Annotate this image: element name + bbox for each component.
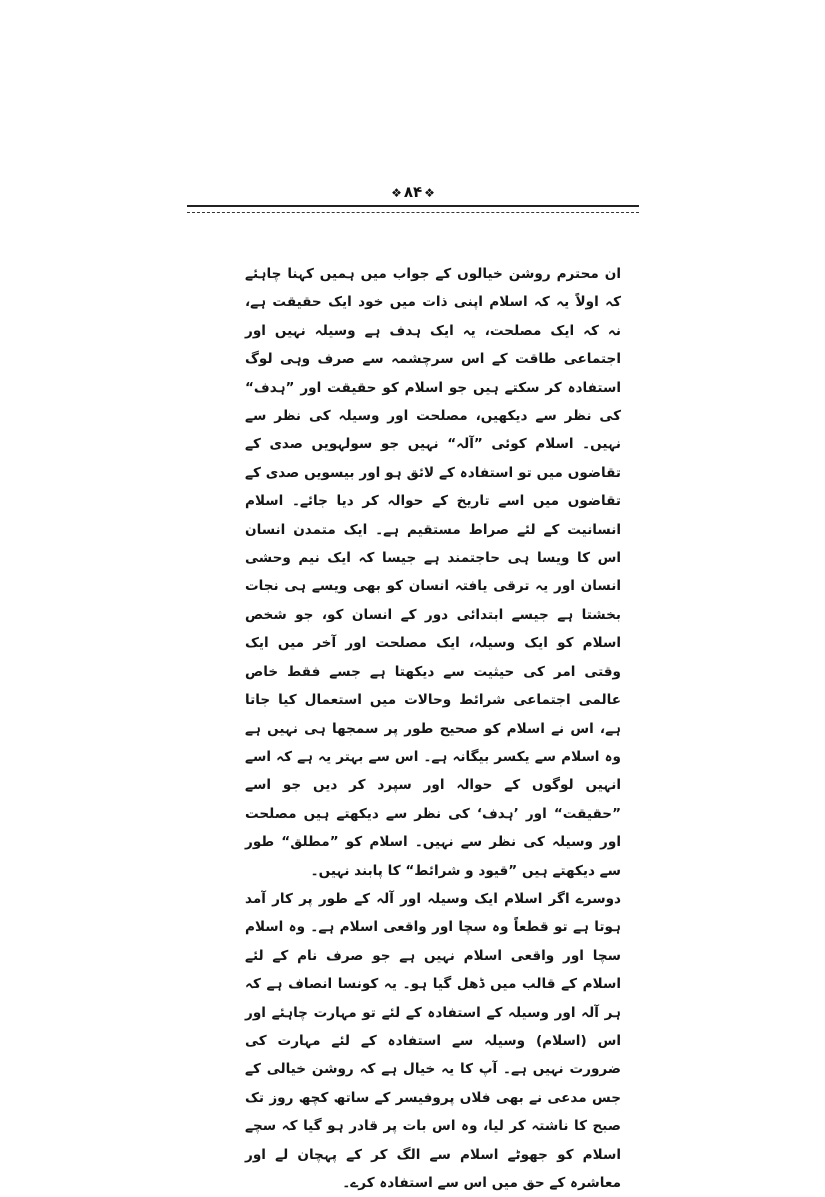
ornament-right-icon: ❖ bbox=[424, 186, 435, 200]
ornament-left-icon: ❖ bbox=[391, 186, 402, 200]
page-number-value: ۸۴ bbox=[403, 183, 423, 201]
paragraph-2: دوسرے اگر اسلام ایک وسیلہ اور آلہ کے طور پر کار آمد ہوتا ہے تو قطعاً وہ سچا اور واقعی اسلام ہے۔ وہ اسلام سچا اور واقعی اسلام نہیں ہے جو صرف نام کے لئے اسلام کے قالب میں ڈھل گیا ہو۔ یہ کونسا انصاف ہے کہ ہر آلہ اور وسیلہ کے استفادہ کے لئے تو مہارت چاہئے اور اس (اسلام) وسیلہ سے استفادہ کے لئے مہارت کی ضرورت نہیں ہے۔ آپ کا یہ خیال ہے کہ روشن خیالی کے جس مدعی نے بھی فلاں پروفیسر کے ساتھ کچھ روز تک صبح کا ناشتہ کر لیا، وہ اس بات پر قادر ہو گیا کہ سچے اسلام کو جھوٹے اسلام سے الگ کر کے پہچان لے اور معاشرہ کے حق میں اس سے استفادہ کرے۔ bbox=[245, 890, 621, 1191]
page-header bbox=[187, 182, 639, 203]
body-text bbox=[245, 260, 621, 1197]
paragraph-1: ان محترم روشن خیالوں کے جواب میں ہمیں کہنا چاہئے کہ اولاً یہ کہ اسلام اپنی ذات میں خود ایک حقیقت ہے، نہ کہ ایک مصلحت، یہ ایک ہدف ہے وسیلہ نہیں اور اجتماعی طاقت کے اس سرچشمہ سے صرف وہی لوگ استفادہ کر سکتے ہیں جو اسلام کو حقیقت اور ”ہدف“ کی نظر سے دیکھیں، مصلحت اور وسیلہ کی نظر سے نہیں۔ اسلام کوئی ”آلہ“ نہیں جو سولہویں صدی کے تقاضوں میں تو استفادہ کے لائق ہو اور بیسویں صدی کے تقاضوں میں اسے تاریخ کے حوالہ کر دیا جائے۔ اسلام انسانیت کے لئے صراط مستقیم ہے۔ ایک متمدن انسان اس کا ویسا ہی حاجتمند ہے جیسا کہ ایک نیم وحشی انسان اور یہ ترقی یافتہ انسان کو بھی ویسے ہی نجات بخشتا ہے جیسے ابتدائی دور کے انسان کو، جو شخص اسلام کو ایک وسیلہ، ایک مصلحت اور آخر میں ایک وقتی امر کی حیثیت سے دیکھتا ہے جسے فقط خاص عالمی اجتماعی شرائط وحالات میں استعمال کیا جاتا ہے، اس نے اسلام کو صحیح طور پر سمجھا ہی نہیں ہے وہ اسلام سے یکسر بیگانہ ہے۔ اس سے بہتر یہ ہے کہ اسے انہیں لوگوں کے حوالہ اور سپرد کر دیں جو اسے ”حقیقت“ اور ’ہدف‘ کی نظر سے دیکھتے ہیں مصلحت اور وسیلہ کی نظر سے نہیں۔ اسلام کو ”مطلق“ طور سے دیکھتے ہیں ”قیود و شرائط“ کا پابند نہیں۔ bbox=[245, 266, 621, 879]
header-divider-solid bbox=[187, 205, 639, 207]
header-divider-dashed bbox=[187, 212, 639, 213]
page-number bbox=[389, 182, 437, 203]
